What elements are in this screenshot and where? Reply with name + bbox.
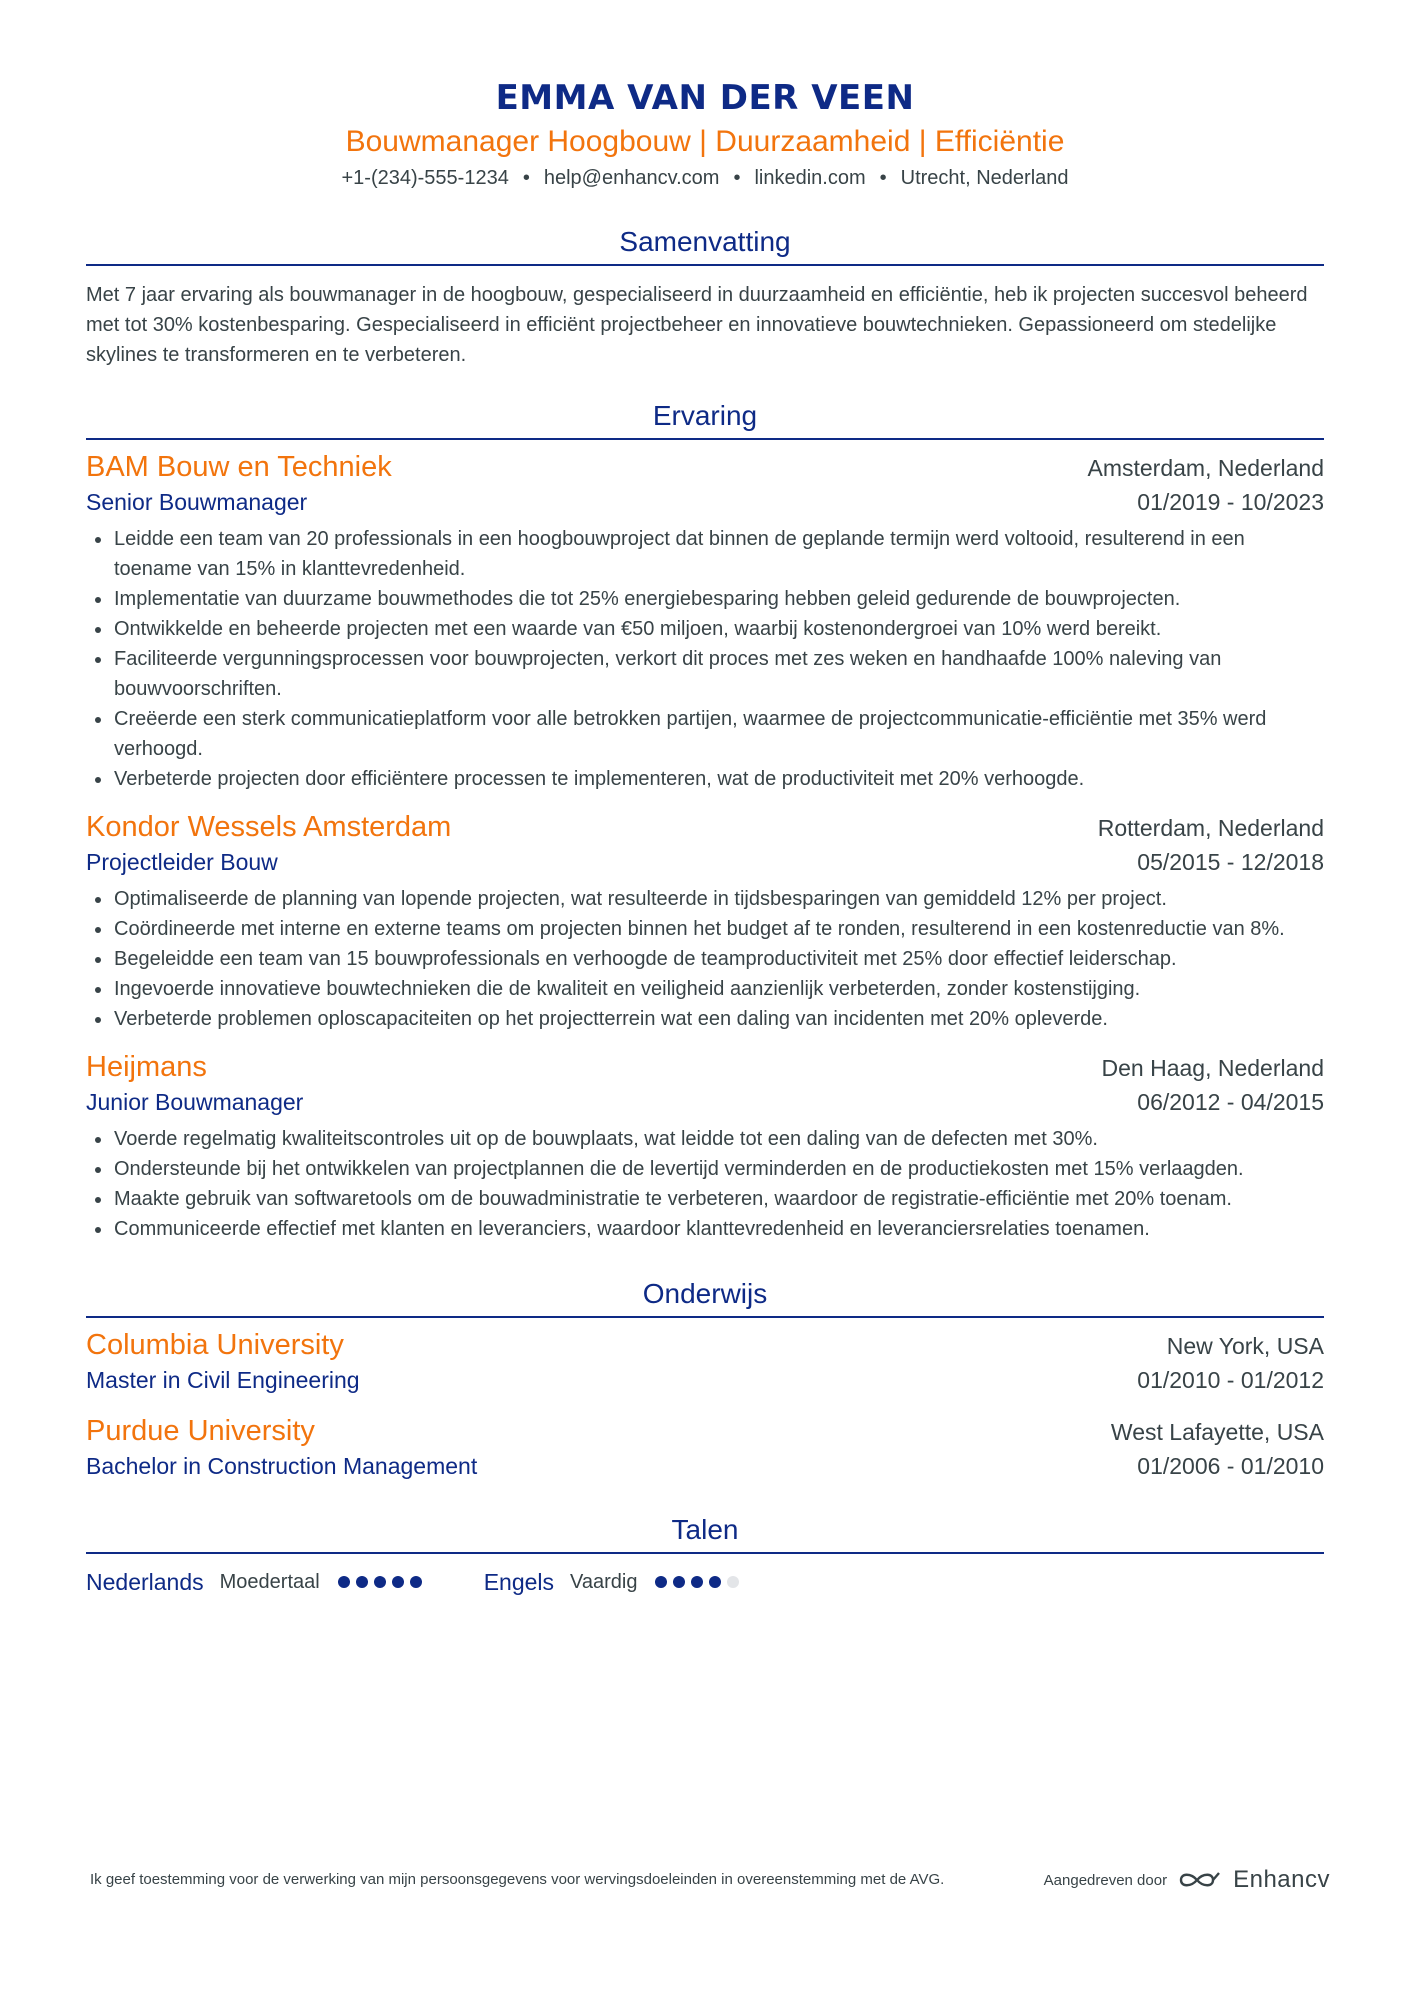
enhancv-logo-icon: [1177, 1869, 1223, 1891]
degree: Bachelor in Construction Management: [86, 1453, 478, 1479]
school-name: Purdue University: [86, 1415, 315, 1447]
company-location: Rotterdam, Nederland: [1097, 815, 1324, 841]
school-name: Columbia University: [86, 1329, 344, 1361]
bullet-icon: [95, 987, 101, 993]
achievement-item: [86, 1184, 1324, 1214]
education-entry: [86, 1412, 1324, 1482]
achievement-text: Begeleidde een team van 15 bouwprofessionals en verhoogde de teamproductiviteit met 25% door effectief leiderschap.: [114, 948, 1177, 970]
entry-degree-row: [86, 1364, 1324, 1396]
powered-by: [1044, 1866, 1330, 1894]
bullet-icon: [95, 1017, 101, 1023]
achievement-item: [86, 1124, 1324, 1154]
achievement-text: Verbeterde projecten door efficiëntere processen te implementeren, wat de productiviteit met 20% verhoogde.: [114, 768, 1085, 790]
language-name: Nederlands: [86, 1569, 204, 1595]
email: help@enhancv.com: [543, 167, 720, 189]
achievement-list: [86, 1124, 1324, 1244]
bullet-icon: [95, 1167, 101, 1173]
proficiency-rating: [338, 1576, 422, 1588]
achievement-text: Creëerde een sterk communicatieplatform voor alle betrokken partijen, waarmee de projectcommunicatie-efficiëntie met 35% werd verhoogd.: [114, 708, 1267, 760]
separator-dot: •: [733, 167, 741, 189]
languages-section: [86, 1510, 1324, 1598]
achievement-text: Maakte gebruik van softwaretools om de bouwadministratie te verbeteren, waardoor de registratie-efficiëntie met 20% toenam.: [114, 1188, 1232, 1210]
section-title-summary: Samenvatting: [86, 222, 1324, 266]
achievement-text: Coördineerde met interne en externe teams om projecten binnen het budget af te ronden, resulterend in een kostenreductie van 8%.: [114, 918, 1285, 940]
rating-dot-empty: [727, 1576, 739, 1588]
summary-section: [86, 222, 1324, 370]
achievement-text: Faciliteerde vergunningsprocessen voor bouwprojecten, verkort dit proces met zes weken en handhaafde 100% naleving van bouwvoorschriften.: [114, 648, 1222, 700]
rating-dot-filled: [392, 1576, 404, 1588]
brand-name: Enhancv: [1233, 1866, 1330, 1893]
rating-dot-filled: [410, 1576, 422, 1588]
bullet-icon: [95, 1137, 101, 1143]
section-title-education: Onderwijs: [86, 1274, 1324, 1318]
degree: Master in Civil Engineering: [86, 1367, 360, 1393]
job-title: Senior Bouwmanager: [86, 489, 308, 515]
consent-text: Ik geef toestemming voor de verwerking van mijn persoonsgegevens voor wervingsdoeleinden in overeenstemming met de AVG.: [90, 1871, 945, 1888]
achievement-item: [86, 914, 1324, 944]
achievement-item: [86, 1214, 1324, 1244]
education-dates: 01/2010 - 01/2012: [1137, 1367, 1324, 1393]
bullet-icon: [95, 777, 101, 783]
resume-page: [86, 76, 1324, 1598]
bullet-icon: [95, 627, 101, 633]
bullet-icon: [95, 1197, 101, 1203]
bullet-icon: [95, 537, 101, 543]
language-item: [484, 1566, 740, 1598]
job-dates: 06/2012 - 04/2015: [1137, 1089, 1324, 1115]
resume-header: [86, 76, 1324, 192]
entry-header-row: [86, 448, 1324, 486]
experience-list: [86, 448, 1324, 1244]
rating-dot-filled: [655, 1576, 667, 1588]
achievement-item: [86, 1004, 1324, 1034]
company-location: Amsterdam, Nederland: [1087, 455, 1324, 481]
experience-section: [86, 396, 1324, 1244]
education-section: [86, 1274, 1324, 1482]
headline: Bouwmanager Hoogbouw | Duurzaamheid | Efficiëntie: [345, 125, 1065, 158]
language-level: Moedertaal: [219, 1570, 320, 1593]
job-dates: 01/2019 - 10/2023: [1137, 489, 1324, 515]
achievement-item: [86, 704, 1324, 764]
entry-degree-row: [86, 1450, 1324, 1482]
achievement-text: Ondersteunde bij het ontwikkelen van projectplannen die de levertijd verminderden en de productiekosten met 15% verlaagden.: [114, 1158, 1244, 1180]
school-location: New York, USA: [1166, 1333, 1324, 1359]
entry-role-row: [86, 846, 1324, 878]
company-name: Heijmans: [86, 1051, 207, 1083]
contact-line: [86, 164, 1324, 192]
achievement-item: [86, 884, 1324, 914]
achievement-text: Optimaliseerde de planning van lopende projecten, wat resulteerde in tijdsbesparingen van gemiddeld 12% per project.: [114, 888, 1167, 910]
section-title-languages: Talen: [86, 1510, 1324, 1554]
entry-header-row: [86, 808, 1324, 846]
rating-dot-filled: [374, 1576, 386, 1588]
bullet-icon: [95, 1227, 101, 1233]
experience-entry: [86, 1048, 1324, 1244]
bullet-icon: [95, 897, 101, 903]
powered-by-label: Aangedreven door: [1043, 1871, 1168, 1889]
education-list: [86, 1326, 1324, 1482]
achievement-item: [86, 644, 1324, 704]
summary-text: Met 7 jaar ervaring als bouwmanager in de hoogbouw, gespecialiseerd in duurzaamheid en efficiëntie, heb ik projecten succesvol beheerd met tot 30% kostenbesparing. Gespecialiseerd in efficiënt projectbeheer en innovatieve bouwtechnieken. Gepassioneerd om stedelijke skylines te transformeren en te verbeteren.: [86, 284, 1308, 366]
languages-list: [86, 1566, 1324, 1598]
experience-entry: [86, 448, 1324, 794]
education-dates: 01/2006 - 01/2010: [1137, 1453, 1324, 1479]
location: Utrecht, Nederland: [900, 167, 1069, 189]
language-level: Vaardig: [570, 1570, 638, 1593]
achievement-item: [86, 944, 1324, 974]
entry-header-row: [86, 1412, 1324, 1450]
phone: +1-(234)-555-1234: [341, 167, 509, 189]
achievement-text: Communiceerde effectief met klanten en leveranciers, waardoor klanttevredenheid en leveranciersrelaties toenamen.: [114, 1218, 1150, 1240]
experience-entry: [86, 808, 1324, 1034]
achievement-item: [86, 1154, 1324, 1184]
bullet-icon: [95, 717, 101, 723]
achievement-text: Ontwikkelde en beheerde projecten met een waarde van €50 miljoen, waarbij kostenondergroei van 10% werd bereikt.: [114, 618, 1162, 640]
company-name: Kondor Wessels Amsterdam: [86, 811, 452, 843]
candidate-name: EMMA VAN DER VEEN: [495, 78, 915, 118]
rating-dot-filled: [356, 1576, 368, 1588]
achievement-text: Verbeterde problemen oploscapaciteiten op het projectterrein wat een daling van incidenten met 20% opleverde.: [114, 1008, 1108, 1030]
bullet-icon: [95, 957, 101, 963]
entry-header-row: [86, 1048, 1324, 1086]
rating-dot-filled: [691, 1576, 703, 1588]
company-name: BAM Bouw en Techniek: [86, 451, 392, 483]
separator-dot: •: [879, 167, 887, 189]
achievement-item: [86, 524, 1324, 584]
rating-dot-filled: [338, 1576, 350, 1588]
job-title: Projectleider Bouw: [86, 849, 278, 875]
language-name: Engels: [483, 1569, 555, 1595]
bullet-icon: [95, 597, 101, 603]
company-location: Den Haag, Nederland: [1101, 1055, 1324, 1081]
language-item: [86, 1566, 422, 1598]
linkedin: linkedin.com: [754, 167, 866, 189]
achievement-text: Ingevoerde innovatieve bouwtechnieken die de kwaliteit en veiligheid aanzienlijk verbeterden, zonder kostenstijging.: [114, 978, 1141, 1000]
bullet-icon: [95, 657, 101, 663]
entry-header-row: [86, 1326, 1324, 1364]
rating-dot-filled: [709, 1576, 721, 1588]
rating-dot-filled: [673, 1576, 685, 1588]
bullet-icon: [95, 927, 101, 933]
achievement-text: Implementatie van duurzame bouwmethodes die tot 25% energiebesparing hebben geleid gedurende de bouwprojecten.: [114, 588, 1181, 610]
achievement-list: [86, 884, 1324, 1034]
education-entry: [86, 1326, 1324, 1396]
achievement-text: Leidde een team van 20 professionals in een hoogbouwproject dat binnen de geplande termijn werd voltooid, resulterend in een toename van 15% in klanttevredenheid.: [114, 528, 1245, 580]
achievement-list: [86, 524, 1324, 794]
achievement-item: [86, 584, 1324, 614]
achievement-item: [86, 764, 1324, 794]
achievement-item: [86, 614, 1324, 644]
achievement-text: Voerde regelmatig kwaliteitscontroles uit op de bouwplaats, wat leidde tot een daling van de defecten met 30%.: [114, 1128, 1098, 1150]
proficiency-rating: [655, 1576, 739, 1588]
entry-role-row: [86, 1086, 1324, 1118]
job-dates: 05/2015 - 12/2018: [1137, 849, 1324, 875]
entry-role-row: [86, 486, 1324, 518]
separator-dot: •: [522, 167, 530, 189]
job-title: Junior Bouwmanager: [86, 1089, 304, 1115]
school-location: West Lafayette, USA: [1110, 1419, 1324, 1445]
section-title-experience: Ervaring: [86, 396, 1324, 440]
achievement-item: [86, 974, 1324, 1004]
footer: [90, 1866, 1330, 1894]
